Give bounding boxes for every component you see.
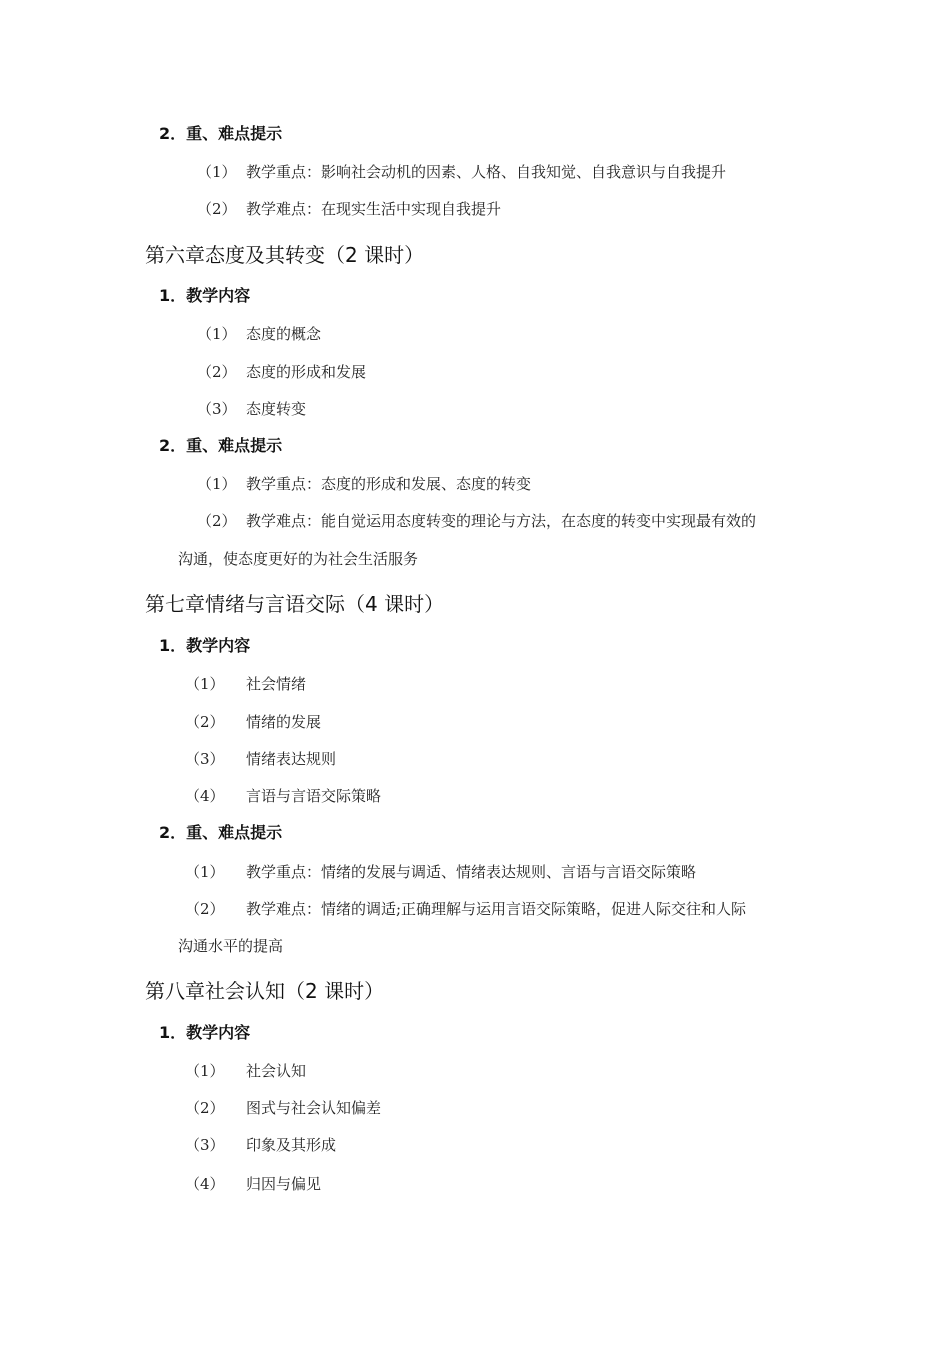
item-number: （4）	[185, 1175, 225, 1193]
item-text: 归因与偏见	[246, 1175, 322, 1193]
chapter-heading: 第六章态度及其转变（2 课时）	[145, 243, 425, 267]
section-heading: 2．重、难点提示	[159, 124, 283, 143]
item-number: （3）	[185, 1136, 225, 1154]
item-number: （1）	[197, 325, 237, 343]
item-text: 情绪表达规则	[246, 750, 337, 768]
item-text: 教学重点：情绪的发展与调适、情绪表达规则、言语与言语交际策略	[246, 863, 697, 881]
item-text: 态度的形成和发展	[246, 363, 367, 381]
item-text: 教学重点：影响社会动机的因素、人格、自我知觉、自我意识与自我提升	[246, 163, 727, 181]
item-text: 社会情绪	[246, 675, 307, 693]
item-text: 态度转变	[246, 400, 307, 418]
item-number: （1）	[197, 163, 237, 181]
section-heading: 1．教学内容	[159, 636, 251, 655]
item-number: （1）	[185, 863, 225, 881]
item-number: （3）	[185, 750, 225, 768]
item-number: （2）	[185, 900, 225, 918]
item-text: 言语与言语交际策略	[246, 787, 382, 805]
section-heading: 2．重、难点提示	[159, 436, 283, 455]
item-number: （3）	[197, 400, 237, 418]
item-text: 情绪的发展	[246, 713, 322, 731]
item-text-continuation: 沟通水平的提高	[178, 937, 284, 955]
item-text-continuation: 沟通，使态度更好的为社会生活服务	[178, 550, 419, 568]
item-text: 教学难点：能自觉运用态度转变的理论与方法，在态度的转变中实现最有效的	[246, 512, 757, 530]
item-text: 社会认知	[246, 1062, 307, 1080]
chapter-heading: 第八章社会认知（2 课时）	[145, 979, 385, 1003]
chapter-heading: 第七章情绪与言语交际（4 课时）	[145, 592, 445, 616]
item-number: （1）	[185, 675, 225, 693]
item-number: （4）	[185, 787, 225, 805]
item-text: 态度的概念	[246, 325, 322, 343]
item-number: （2）	[197, 512, 237, 530]
item-number: （2）	[185, 713, 225, 731]
section-heading: 1．教学内容	[159, 286, 251, 305]
section-heading: 2．重、难点提示	[159, 823, 283, 842]
item-number: （2）	[185, 1099, 225, 1117]
item-text: 图式与社会认知偏差	[246, 1099, 382, 1117]
item-text: 教学难点：在现实生活中实现自我提升	[246, 200, 502, 218]
item-number: （2）	[197, 363, 237, 381]
item-number: （2）	[197, 200, 237, 218]
item-text: 教学难点：情绪的调适;正确理解与运用言语交际策略，促进人际交往和人际	[246, 900, 747, 918]
item-number: （1）	[197, 475, 237, 493]
section-heading: 1．教学内容	[159, 1023, 251, 1042]
item-text: 教学重点：态度的形成和发展、态度的转变	[246, 475, 532, 493]
item-text: 印象及其形成	[246, 1136, 337, 1154]
item-number: （1）	[185, 1062, 225, 1080]
